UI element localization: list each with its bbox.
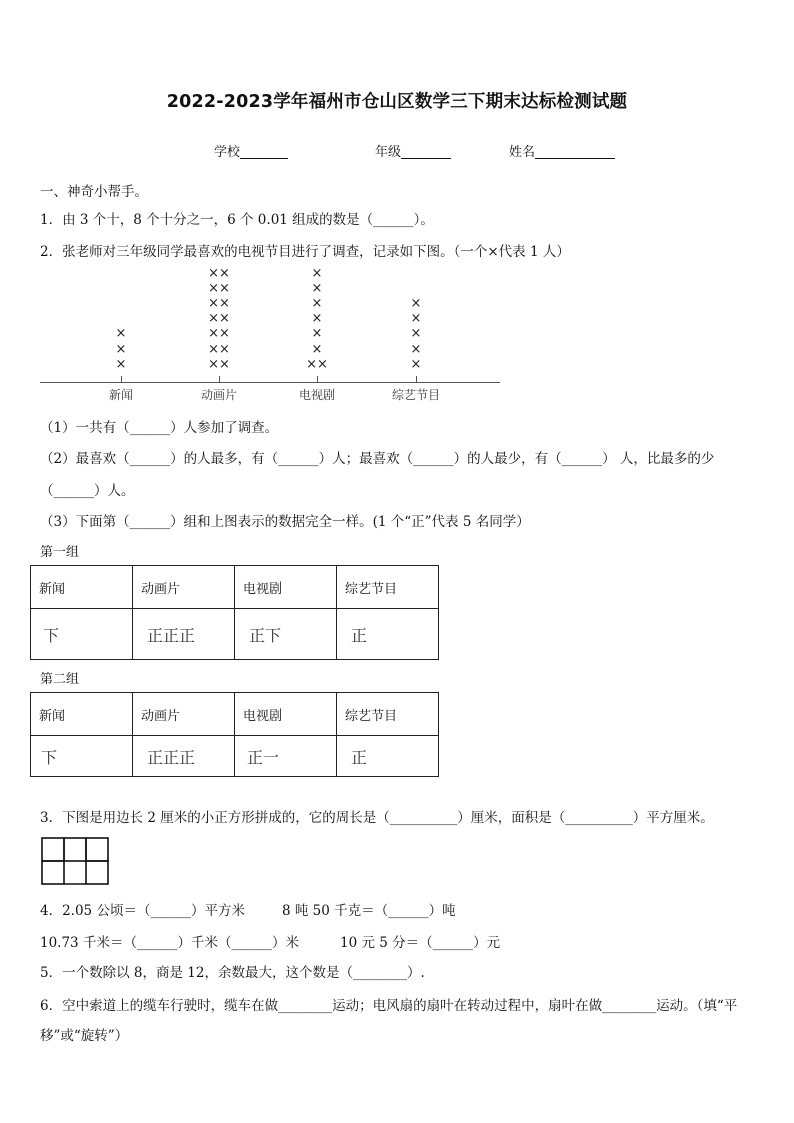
page-title: 2022-2023学年福州市仓山区数学三下期末达标检测试题 bbox=[166, 92, 628, 112]
question-6-cont: 移”或“旋转”） bbox=[40, 1028, 129, 1044]
pictograph-mark: × bbox=[410, 341, 422, 357]
category-label: 动画片 bbox=[200, 388, 237, 402]
table-header: 综艺节目 bbox=[337, 693, 439, 736]
tally-cell: 正下 bbox=[235, 609, 337, 660]
figure-square bbox=[86, 861, 108, 884]
tally-cell: 正 bbox=[337, 609, 439, 660]
category-label: 综艺节目 bbox=[391, 388, 440, 402]
question-6: 6．空中索道上的缆车行驶时，缆车在做________运动；电风扇的扇叶在转动过程中，扇叶在做________运动。（填“平 bbox=[40, 998, 738, 1014]
school-field bbox=[214, 141, 288, 160]
name-field bbox=[509, 141, 615, 160]
pictograph-mark: × bbox=[410, 326, 422, 342]
pictograph-mark: × bbox=[115, 356, 127, 372]
question-3: 3．下图是用边长 2 厘米的小正方形拼成的，它的周长是（__________）厘米，面积是（__________）平方厘米。 bbox=[40, 810, 714, 826]
tally-cell: 正正正 bbox=[133, 609, 235, 660]
grade-line bbox=[401, 144, 451, 159]
group-2-table bbox=[30, 692, 439, 777]
question-4c: 10.73 千米＝（______）千米（______）米 bbox=[40, 935, 299, 951]
question-4b: 8 吨 50 千克＝（______）吨 bbox=[282, 903, 456, 919]
pictograph-mark: ×× bbox=[208, 356, 230, 372]
name-label: 姓名 bbox=[509, 145, 536, 160]
table-header: 动画片 bbox=[133, 693, 235, 736]
question-2-2: （2）最喜欢（______）的人最多，有（______）人；最喜欢（______）的人最少，有（______） 人，比最多的少 bbox=[40, 451, 715, 467]
pictograph-mark: ×× bbox=[208, 326, 230, 342]
figure-square bbox=[42, 838, 64, 861]
group-2-label: 第二组 bbox=[40, 672, 80, 687]
figure-square bbox=[42, 861, 64, 884]
pictograph-mark: ×× bbox=[208, 265, 230, 281]
question-2-3: （3）下面第（______）组和上图表示的数据完全一样。(1 个“正”代表 5 名同学） bbox=[40, 514, 530, 530]
pictograph-mark: × bbox=[311, 341, 323, 357]
group-1-label: 第一组 bbox=[40, 545, 80, 560]
tally-cell: 下 bbox=[31, 736, 133, 777]
pictograph-mark: × bbox=[410, 311, 422, 327]
table-header: 新闻 bbox=[31, 566, 133, 609]
category-label: 电视剧 bbox=[298, 388, 335, 402]
tally-cell: 下 bbox=[31, 609, 133, 660]
axis-tick bbox=[219, 376, 220, 382]
question-1: 1．由 3 个十，8 个十分之一，6 个 0.01 组成的数是（______）。 bbox=[40, 212, 434, 228]
question-4d: 10 元 5 分＝（______）元 bbox=[340, 935, 501, 951]
question-2-2-cont: （______）人。 bbox=[40, 483, 135, 499]
question-5: 5．一个数除以 8，商是 12，余数最大，这个数是（________）. bbox=[40, 965, 425, 981]
grade-label: 年级 bbox=[375, 145, 402, 160]
figure-square bbox=[86, 838, 108, 861]
chart-axis bbox=[40, 382, 500, 383]
question-2: 2．张老师对三年级同学最喜欢的电视节目进行了调查，记录如下图。（一个×代表 1 人） bbox=[40, 244, 570, 260]
school-label: 学校 bbox=[214, 145, 241, 160]
axis-tick bbox=[317, 376, 318, 382]
school-line bbox=[240, 144, 288, 159]
pictograph-mark: × bbox=[115, 326, 127, 342]
category-label: 新闻 bbox=[108, 388, 133, 402]
pictograph-mark: × bbox=[311, 280, 323, 296]
pictograph-mark: ×× bbox=[208, 311, 230, 327]
name-line bbox=[535, 144, 615, 159]
axis-tick bbox=[416, 376, 417, 382]
table-header: 动画片 bbox=[133, 566, 235, 609]
pictograph-mark: × bbox=[410, 356, 422, 372]
pictograph-mark: × bbox=[115, 341, 127, 357]
group-1-table bbox=[30, 565, 439, 660]
table-header: 电视剧 bbox=[235, 566, 337, 609]
table-header: 综艺节目 bbox=[337, 566, 439, 609]
tally-cell: 正一 bbox=[235, 736, 337, 777]
question-4a: 4．2.05 公顷＝（______）平方米 bbox=[40, 903, 245, 919]
pictograph-mark: × bbox=[311, 311, 323, 327]
section-heading: 一、神奇小帮手。 bbox=[40, 184, 148, 200]
pictograph-mark: × bbox=[311, 265, 323, 281]
square-figure bbox=[41, 837, 113, 887]
pictograph-mark: × bbox=[410, 296, 422, 311]
pictograph-mark: ×× bbox=[208, 341, 230, 357]
tally-cell: 正正正 bbox=[133, 736, 235, 777]
pictograph-mark: × bbox=[311, 296, 323, 311]
figure-square bbox=[64, 838, 86, 861]
tally-cell: 正 bbox=[337, 736, 439, 777]
table-header: 新闻 bbox=[31, 693, 133, 736]
pictograph-mark: ×× bbox=[208, 280, 230, 296]
grade-field bbox=[375, 141, 451, 160]
table-header: 电视剧 bbox=[235, 693, 337, 736]
pictograph-mark: × bbox=[311, 326, 323, 342]
pictograph-mark: ×× bbox=[208, 296, 230, 311]
axis-tick bbox=[121, 376, 122, 382]
question-2-1: （1）一共有（______）人参加了调查。 bbox=[40, 420, 279, 436]
pictograph-mark: ×× bbox=[306, 356, 328, 372]
